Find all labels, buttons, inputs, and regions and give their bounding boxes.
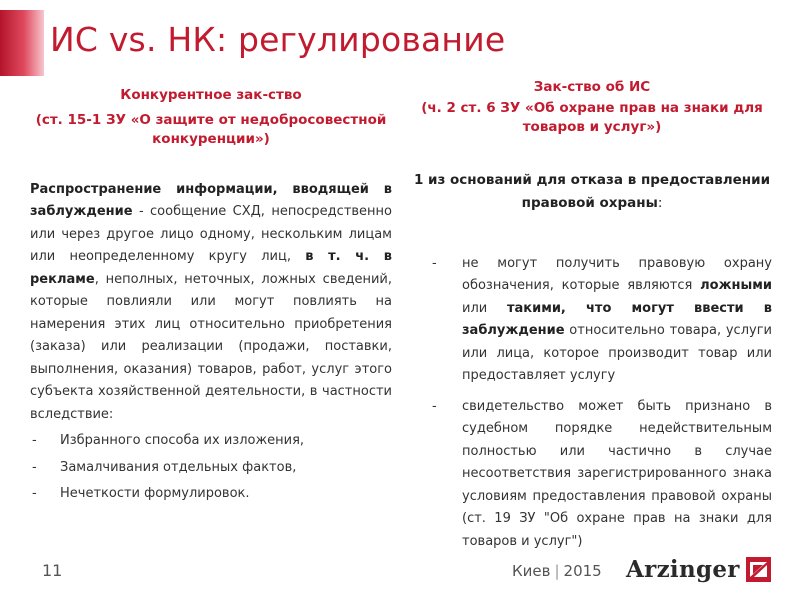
refusal-grounds-tail: :: [657, 194, 663, 211]
arzinger-logo: [626, 554, 771, 584]
footer-city: Киев: [512, 562, 551, 580]
right-subheading: (ч. 2 ст. 6 ЗУ «Об охране прав на знаки для товаров и услуг»): [421, 99, 763, 135]
list-item: - Замалчивания отдельных фактов,: [30, 457, 392, 480]
page-title: ИС vs. НК: регулирование: [50, 20, 506, 59]
item1-text-a: не могут получить правовую охрану обозначения, которые являются: [462, 255, 772, 294]
definition-text: - сообщение СХД, непосредственно или через другое лицо одному, нескольким лицам или неопределенному кругу лиц,: [30, 204, 392, 265]
list-item: - Нечеткости формулировок.: [30, 483, 392, 506]
left-subheading: (ст. 15-1 ЗУ «О защите от недобросовестной конкуренции»): [35, 111, 387, 147]
right-column-header: [412, 78, 772, 137]
left-heading: Конкурентное зак-ство: [120, 87, 302, 103]
right-column: [412, 78, 772, 561]
left-list: [30, 430, 392, 506]
item1-text-c: или: [462, 300, 507, 316]
footer-year: 2015: [563, 562, 602, 580]
advertising-bold: в т. ч. в рекламе: [30, 249, 392, 287]
term-bold: Распространение информации, вводящей в заблуждение: [30, 181, 392, 220]
item1-false-bold: ложными: [700, 278, 772, 294]
left-paragraph: [30, 179, 392, 427]
refusal-grounds-bold: 1 из оснований для отказа в предоставлении правовой охраны: [413, 171, 771, 211]
arzinger-mark-icon: [746, 557, 771, 582]
item1-misleading-bold: такими, что могут ввести в заблуждение: [462, 300, 772, 339]
list-item: [412, 253, 772, 388]
accent-bar: [0, 10, 44, 76]
footer-separator: |: [554, 562, 560, 580]
right-heading: Зак-ство об ИС: [533, 79, 651, 95]
left-column-header: [30, 86, 392, 149]
item1-text-e: относительно товара, услуги или лица, которое производит товар или предоставляет услугу: [462, 323, 772, 384]
left-column: [30, 86, 392, 506]
refusal-grounds-heading: [412, 169, 772, 215]
list-item: - Избранного способа их изложения,: [30, 430, 392, 453]
page-number: 11: [42, 561, 63, 580]
list-item: - свидетельство может быть признано в судебном порядке недействительным полностью или частично в случае несоответствия зарегистрированного знака условиям предоставления правовой охраны (ст. 19 ЗУ "Об охране прав на знаки для товаров и услуг"): [412, 396, 772, 554]
logo-text: Arzinger: [626, 555, 740, 583]
definition-text-cont: , неполных, неточных, ложных сведений, которые повлияли или могут повлиять на намерения этих лиц относительно приобретения (заказа) или реализации (продажи, поставки, выполнения, оказания) товаров, работ, услуг этого субъекта хозяйственной деятельности, в частности вследствие:: [30, 271, 392, 422]
right-list: [412, 253, 772, 554]
footer-location: [512, 562, 602, 580]
